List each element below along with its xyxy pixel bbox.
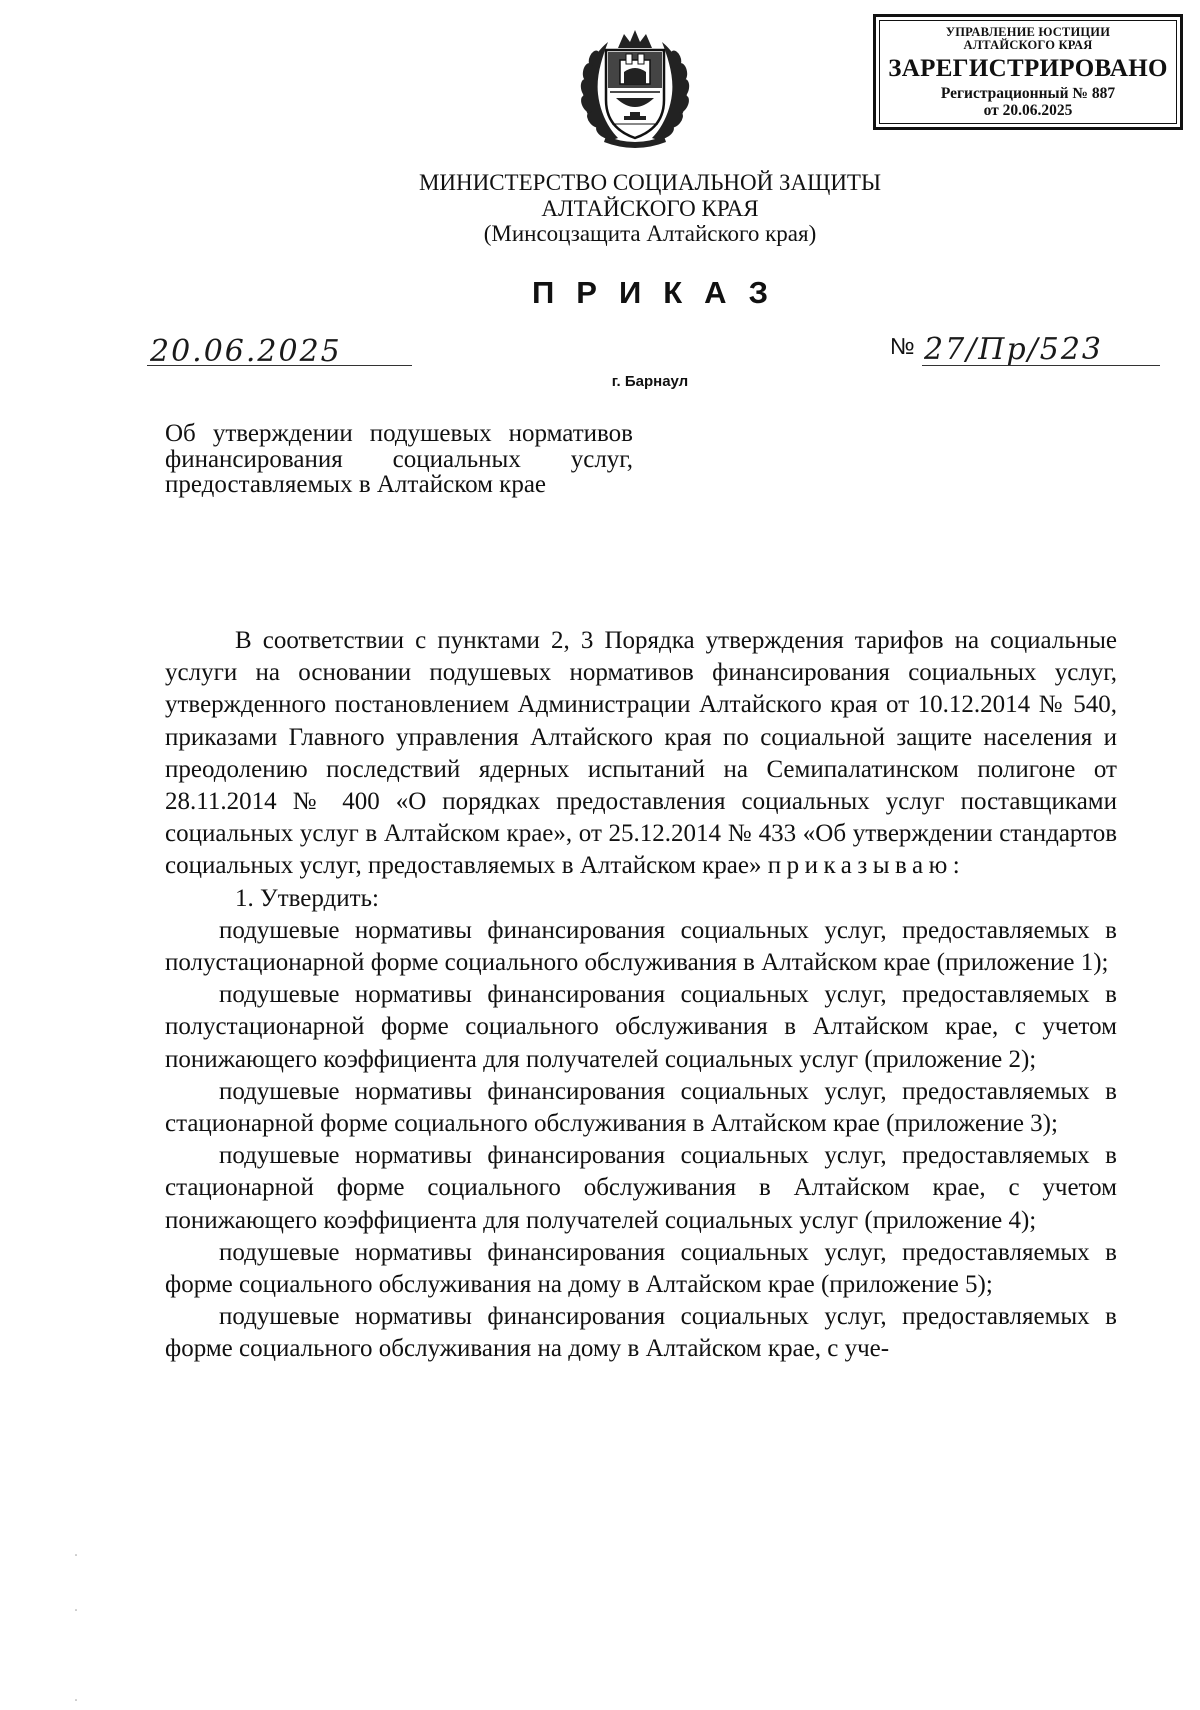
order-body (165, 625, 1117, 1366)
item-1-heading: 1. Утвердить: (235, 884, 379, 912)
decree-word: приказываю: (767, 852, 966, 880)
order-number-underline (922, 365, 1160, 366)
scan-margin-marks (73, 1550, 79, 1710)
registration-stamp-frame (879, 20, 1177, 124)
registration-stamp (873, 14, 1183, 130)
city-name: г. Барнаул (611, 373, 689, 390)
list-item: подушевые нормативы финансирования социальных услуг, предоставляемых в полустационарной форме социального обслуживания в Алтайском крае (приложение 1); (165, 916, 1117, 977)
list-item: подушевые нормативы финансирования социальных услуг, предоставляемых в форме социального обслуживания на дому в Алтайском крае (приложение 5); (165, 1238, 1117, 1299)
stamp-status: ЗАРЕГИСТРИРОВАНО (888, 55, 1168, 82)
order-subject: Об утверждении подушевых нормативов финансирования социальных услуг, предоставляемых в Алтайском крае (165, 420, 633, 498)
stamp-agency-line-1: УПРАВЛЕНИЕ ЮСТИЦИИ (945, 25, 1111, 39)
document-type-title: ПРИКАЗ (532, 275, 790, 310)
preamble-text: В соответствии с пунктами 2, 3 Порядка утверждения тарифов на социальные услуги на основании подушевых нормативов финансирования социальных услуг, утвержденного постановлением Администрации Алтайского края от 10.12.2014 № 540, приказами Главного управления Алтайского края по социальной защите населения и преодолению последствий ядерных испытаний на Семипалатинском полигоне от 28.11.2014 № 400 «О порядках предоставления социальных услуг поставщиками социальных услуг в Алтайском крае», от 25.12.2014 № 433 «Об утверждении стандартов социальных услуг, предоставляемых в Алтайском крае» (165, 627, 1117, 880)
ministry-name-line-1: МИНИСТЕРСТВО СОЦИАЛЬНОЙ ЗАЩИТЫ (418, 170, 882, 195)
stamp-agency-line-2: АЛТАЙСКОГО КРАЯ (963, 38, 1093, 52)
order-date-handwritten (150, 327, 430, 373)
preamble-paragraph (165, 625, 1117, 883)
ministry-name-line-2: АЛТАЙСКОГО КРАЯ (541, 195, 759, 221)
order-number-text: 27/Пр/523 (924, 332, 1104, 367)
stamp-registration-date: от 20.06.2025 (983, 102, 1073, 119)
list-item: подушевые нормативы финансирования социальных услуг, предоставляемых в полустационарной форме социального обслуживания в Алтайском крае, с учетом понижающего коэффициента для получателей социальных услуг (приложение 2); (165, 981, 1117, 1073)
list-item: подушевые нормативы финансирования социальных услуг, предоставляемых в стационарной форме социального обслуживания в Алтайском крае (приложение 3); (165, 1077, 1117, 1138)
order-number-sign: № (890, 333, 915, 359)
order-date-underline (147, 365, 412, 366)
stamp-registration-number: Регистрационный № 887 (940, 85, 1116, 102)
list-item: подушевые нормативы финансирования социальных услуг, предоставляемых в форме социального обслуживания на дому в Алтайском крае, с уче- (165, 1303, 1117, 1363)
order-date-text: 20.06.2025 (150, 334, 342, 369)
coat-of-arms-icon (572, 28, 698, 148)
list-item: подушевые нормативы финансирования социальных услуг, предоставляемых в стационарной форме социального обслуживания в Алтайском крае, с учетом понижающего коэффициента для получателей социальных услуг (приложение 4); (165, 1142, 1117, 1234)
ministry-header (300, 170, 1000, 247)
ministry-short-name: (Минсоцзащита Алтайского края) (483, 221, 817, 246)
